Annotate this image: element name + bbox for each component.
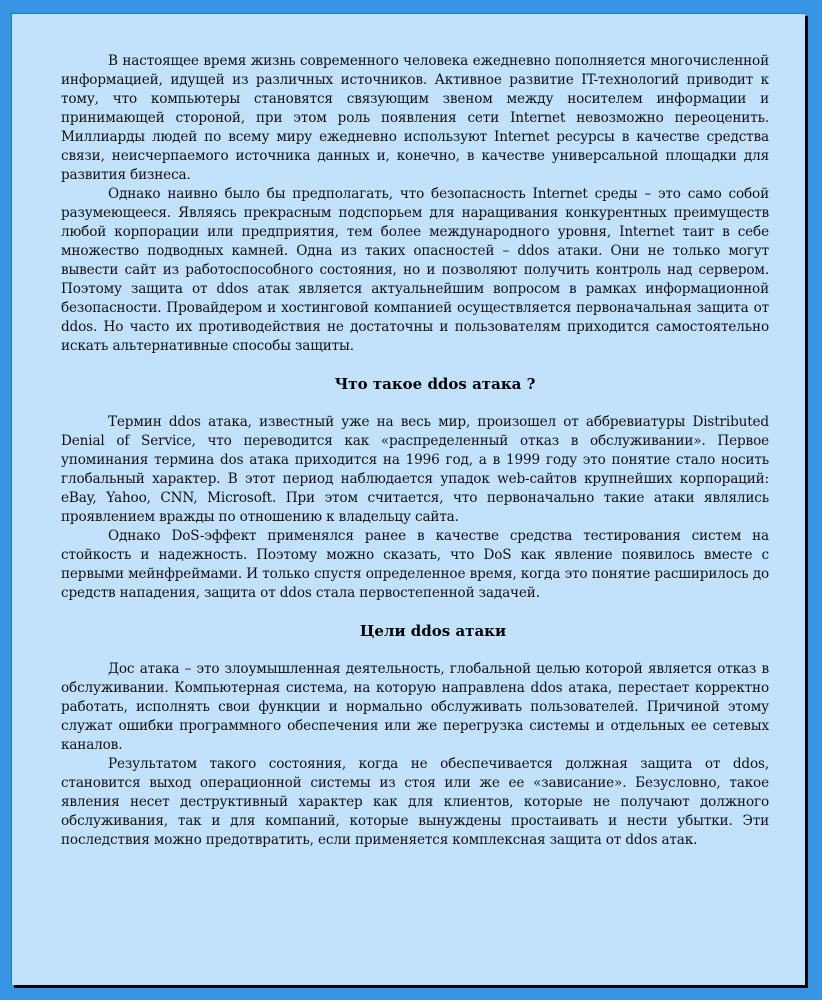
section-heading-ddos-goals: Цели ddos атаки (359, 622, 507, 640)
section2-paragraph-1: Дос атака – это злоумышленная деятельность, глобальной целью которой является отказ в обслуживании. Компьютерная система, на которую направлена ddos атака, перестает корректно работать, исполнять свои функции и нормально обслуживать пользователей. Причиной этому служат ошибки программного обеспечения или же перегрузка системы и отдельных ее сетевых каналов. (61, 661, 769, 753)
intro-paragraph-1: В настоящее время жизнь современного человека ежедневно пополняется многочисленной информацией, идущей из различных источников. Активное развитие IT-технологий приводит к тому, что компьютеры становятся связующим звеном между носителем информации и принимающей стороной, при этом роль появления сети Internet невозможно переоценить. Миллиарды людей по всему миру ежедневно используют Internet ресурсы в качестве средства связи, неисчерпаемого источника данных и, конечно, в качестве универсальной площадки для развития бизнеса. (61, 53, 769, 183)
section2-paragraph-2: Результатом такого состояния, когда не обеспечивается должная защита от ddos, становится выход операционной системы из стоя или же ее «зависание». Безусловно, такое явления несет деструктивный характер как для клиентов, которые не получают должного обслуживания, так и для компаний, которые вынуждены простаивать и нести убытки. Эти последствия можно предотвратить, если применяется комплексная защита от ddos атак. (61, 756, 769, 848)
article-panel (11, 13, 805, 985)
section1-paragraph-2: Однако DoS-эффект применялся ранее в качестве средства тестирования систем на стойкость и надежность. Поэтому можно сказать, что DoS как явление появилось вместе с первыми мейнфреймами. И только спустя определенное время, когда это понятие расширилось до средств нападения, защита от ddos стала первостепенной задачей. (61, 528, 769, 601)
section1-paragraph-1: Термин ddos атака, известный уже на весь мир, произошел от аббревиатуры Distributed Denial of Service, что переводится как «распределенный отказ в обслуживании». Первое упоминания термина dos атака приходится на 1996 год, а в 1999 году это понятие стало носить глобальный характер. В этот период наблюдается упадок web-сайтов крупнейших корпораций: eBay, Yahoo, CNN, Microsoft. При этом считается, что первоначально такие атаки являлись проявлением вражды по отношению к владельцу сайта. (61, 414, 769, 525)
article-content (61, 52, 769, 850)
section-heading-what-is-ddos: Что такое ddos атака ? (334, 375, 536, 393)
intro-paragraph-2: Однако наивно было бы предполагать, что безопасность Internet среды – это само собой разумеющееся. Являясь прекрасным подспорьем для наращивания конкурентных преимуществ любой корпорации или предприятия, тем более международного уровня, Internet таит в себе множество подводных камней. Одна из таких опасностей – ddos атаки. Они не только могут вывести сайт из работоспособного состояния, но и позволяют получить контроль над сервером. Поэтому защита от ddos атак является актуальнейшим вопросом в рамках информационной безопасности. Провайдером и хостинговой компанией осуществляется первоначальная защита от ddos. Но часто их противодействия не достаточны и пользователям приходится самостоятельно искать альтернативные способы защиты. (61, 186, 769, 354)
